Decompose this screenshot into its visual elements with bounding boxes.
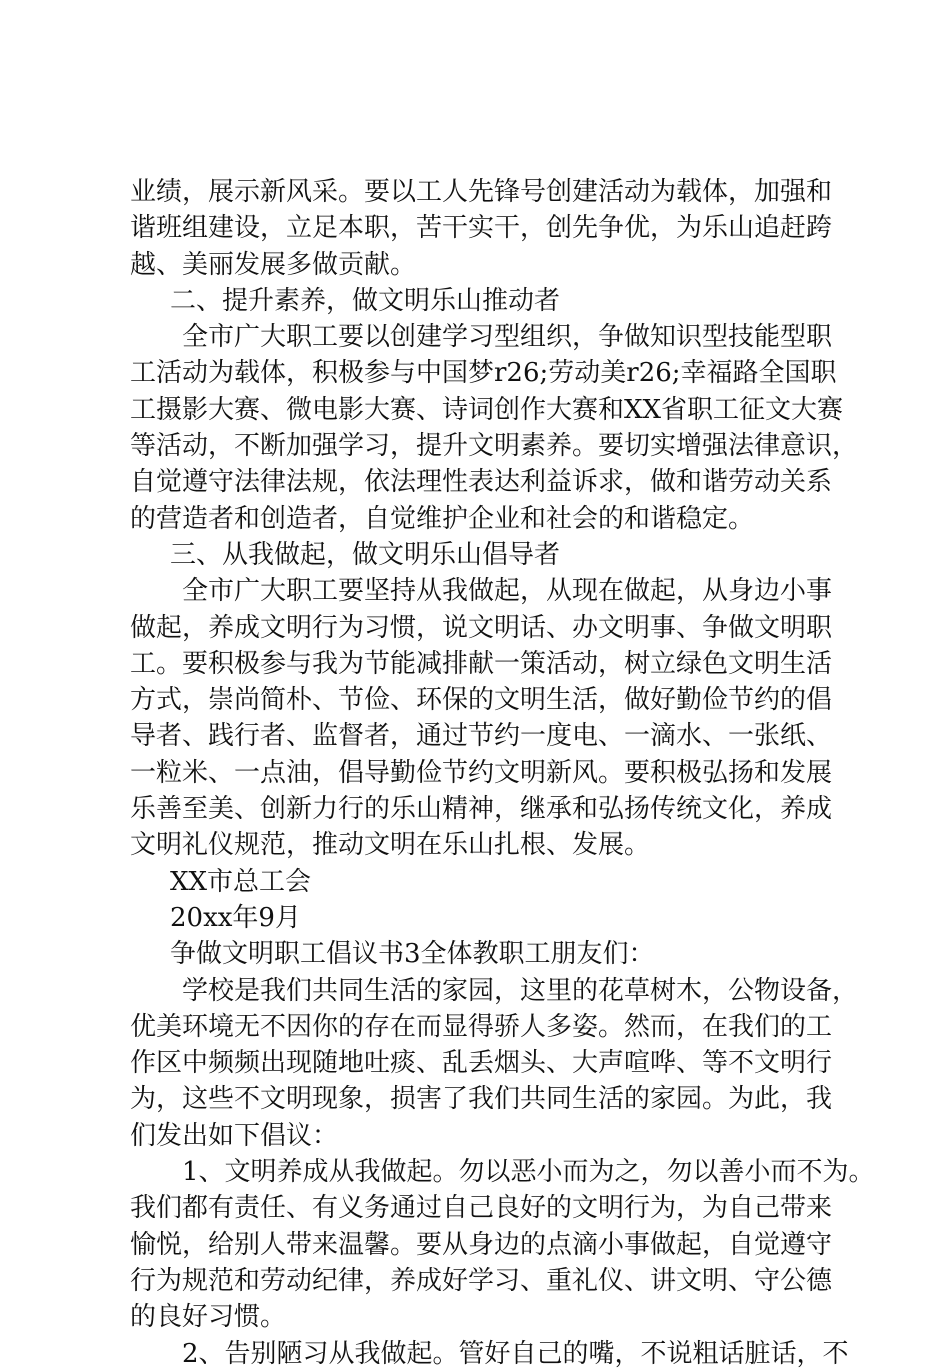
document-body <box>130 174 875 1372</box>
text-line: 方式，崇尚简朴、节俭、环保的文明生活，做好勤俭节约的倡 <box>130 685 833 716</box>
section-heading: 三、从我做起，做文明乐山倡导者 <box>170 539 561 570</box>
text-line: 为，这些不文明现象，损害了我们共同生活的家园。为此，我 <box>130 1084 833 1115</box>
text-line: 1、文明养成从我做起。勿以恶小而为之，勿以善小而不为。 <box>182 1157 875 1188</box>
text-line: 全市广大职工要坚持从我做起，从现在做起，从身边小事 <box>182 576 833 607</box>
text-line: 工活动为载体，积极参与中国梦r26;劳动美r26;幸福路全国职 <box>130 358 837 389</box>
text-line: 工摄影大赛、微电影大赛、诗词创作大赛和XX省职工征文大赛 <box>130 394 844 425</box>
text-line: 做起，养成文明行为习惯，说文明话、办文明事、争做文明职 <box>130 612 833 643</box>
text-line: 们发出如下倡议： <box>130 1120 339 1151</box>
text-line: 导者、践行者、监督者，通过节约一度电、一滴水、一张纸、 <box>130 721 833 752</box>
text-line: 优美环境无不因你的存在而显得骄人多姿。然而，在我们的工 <box>130 1011 833 1042</box>
text-line: 业绩，展示新风采。要以工人先锋号创建活动为载体，加强和 <box>130 177 833 207</box>
text-line: 全市广大职工要以创建学习型组织，争做知识型技能型职 <box>182 322 833 353</box>
text-line: 的营造者和创造者，自觉维护企业和社会的和谐稳定。 <box>130 503 755 534</box>
text-line: 一粒米、一点油，倡导勤俭节约文明新风。要积极弘扬和发展 <box>130 757 833 788</box>
text-line: 作区中频频出现随地吐痰、乱丢烟头、大声喧哗、等不文明行 <box>130 1048 833 1079</box>
signature-organization: XX市总工会 <box>170 866 312 897</box>
text-line: 学校是我们共同生活的家园，这里的花草树木，公物设备， <box>182 975 859 1006</box>
text-line: 行为规范和劳动纪律，养成好学习、重礼仪、讲文明、守公德 <box>130 1265 833 1296</box>
text-line: 谐班组建设，立足本职，苦干实干，创先争优，为乐山追赶跨 <box>130 213 833 244</box>
text-line: 我们都有责任、有义务通过自己良好的文明行为，为自己带来 <box>130 1193 833 1224</box>
text-line: 愉悦，给别人带来温馨。要从身边的点滴小事做起，自觉遵守 <box>130 1229 833 1260</box>
text-line: 工。要积极参与我为节能减排献一策活动，树立绿色文明生活 <box>130 648 833 679</box>
signature-date: 20xx年9月 <box>170 902 301 933</box>
text-line: 文明礼仪规范，推动文明在乐山扎根、发展。 <box>130 830 651 861</box>
text-line: 的良好习惯。 <box>130 1302 287 1333</box>
text-line: 越、美丽发展多做贡献。 <box>130 249 417 280</box>
text-line: 2、告别陋习从我做起。管好自己的嘴，不说粗话脏话，不 <box>182 1338 849 1369</box>
document-title-greeting: 争做文明职工倡议书3全体教职工朋友们： <box>170 939 655 970</box>
section-heading: 二、提升素养，做文明乐山推动者 <box>170 285 561 316</box>
text-line: 乐善至美、创新力行的乐山精神，继承和弘扬传统文化，养成 <box>130 794 833 825</box>
text-line: 自觉遵守法律法规，依法理性表达利益诉求，做和谐劳动关系 <box>130 467 833 498</box>
text-line: 等活动，不断加强学习，提升文明素养。要切实增强法律意识， <box>130 431 859 462</box>
